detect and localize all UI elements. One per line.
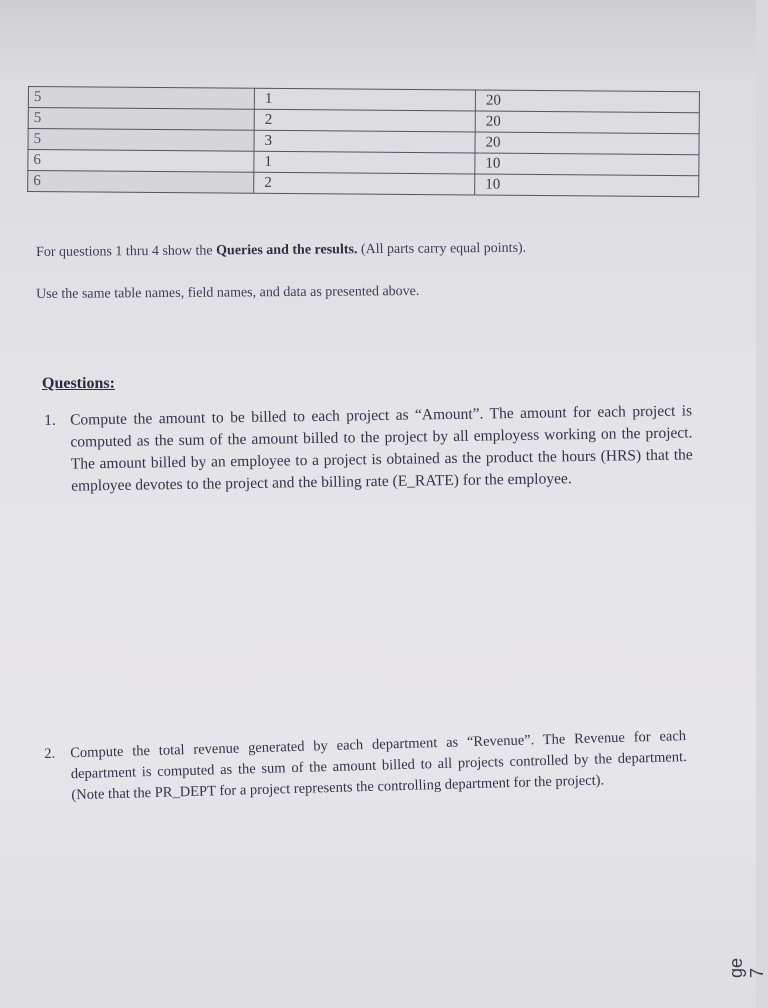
question-2 xyxy=(44,726,688,807)
table-cell: 5 xyxy=(28,87,254,110)
data-table xyxy=(27,86,700,197)
table-cell: 1 xyxy=(254,151,475,174)
table-row xyxy=(28,171,699,197)
instructions-bold-text: Queries and the results. xyxy=(216,242,358,259)
question-1 xyxy=(44,400,693,498)
questions-heading: Questions: xyxy=(42,375,115,392)
instructions-line-2: Use the same table names, field names, and data as presented above. xyxy=(36,283,420,302)
table-cell: 20 xyxy=(475,90,699,113)
question-text: Compute the total revenue generated by each department as “Revenue”. The Revenue for each department is computed as the sum of the amount billed to all projects controlled by the department. (Note that the PR_DEPT for a project represents the controlling department for the project). xyxy=(70,728,687,804)
table-cell: 10 xyxy=(475,174,699,197)
instructions-text: (All parts carry equal points). xyxy=(357,240,527,258)
table-cell: 5 xyxy=(28,108,254,131)
table-cell: 3 xyxy=(254,130,475,153)
instructions-line-1 xyxy=(36,241,526,261)
question-number: 2. xyxy=(44,745,56,762)
page-number: ge 7 xyxy=(726,957,767,978)
table-cell: 2 xyxy=(254,172,475,195)
table-cell: 2 xyxy=(254,109,475,132)
table-cell: 5 xyxy=(28,129,254,152)
table-cell: 1 xyxy=(254,88,475,111)
table-cell: 20 xyxy=(475,111,699,134)
question-number: 1. xyxy=(44,411,56,429)
instructions-text: For questions 1 thru 4 show the xyxy=(36,243,217,260)
table-cell: 6 xyxy=(28,150,254,173)
table-cell: 20 xyxy=(475,132,699,155)
table-cell: 10 xyxy=(475,153,699,176)
question-text: Compute the amount to be billed to each project as “Amount”. The amount for each project is computed as the sum of the amount billed to the project by all employess working on the project. The amount billed by an employee to a project is obtained as the product the hours (HRS) that the employee devotes to the project and the billing rate (E_RATE) for the employee. xyxy=(70,402,693,495)
table-cell: 6 xyxy=(28,171,254,194)
